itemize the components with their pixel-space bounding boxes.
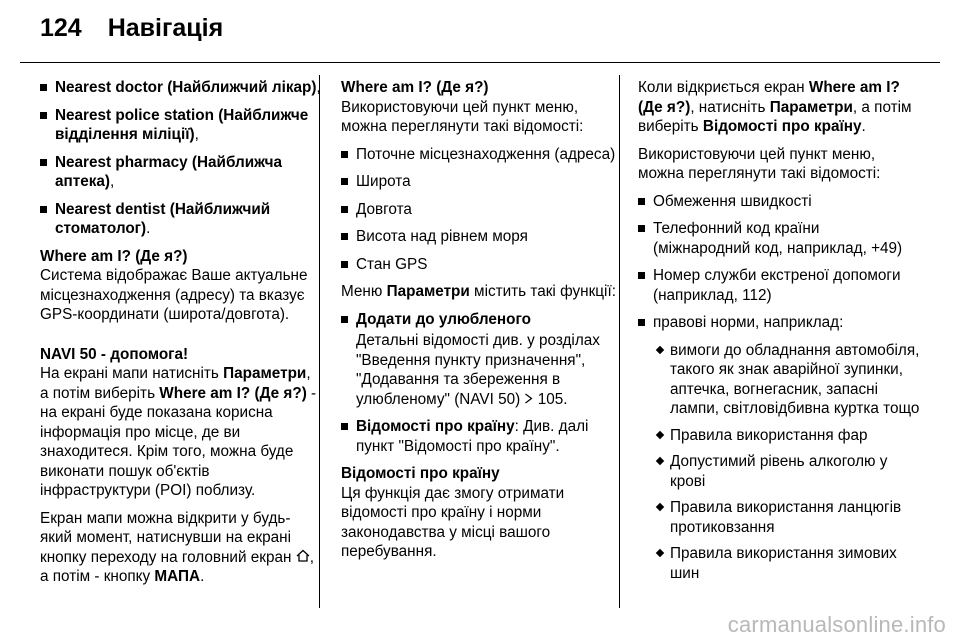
column-1 — [40, 78, 322, 595]
list-item: Поточне місцезнаходження (адреса) — [341, 145, 623, 165]
list-item: Nearest pharmacy (Найближча аптека), — [40, 153, 322, 192]
country-info-item: Відомості про країну: Див. далі пункт "Відомості про країну". — [341, 417, 623, 456]
page-ref-icon — [524, 390, 533, 410]
where-text: Система відображає Ваше актуальне місцезнаходження (адресу) та вказує GPS-координати (широта/довгота). — [40, 267, 308, 323]
home-icon — [296, 548, 310, 568]
list-item: Nearest dentist (Найближчий стоматолог). — [40, 200, 322, 239]
page-number: 124 — [40, 14, 82, 42]
navi-paragraph-1: На екрані мапи натисніть Параметри, а потім виберіть Where am I? (Де я?) - на екрані буде показана корисна інформація про місце, де ви знаходитеся. Крім того, можна буде виконати пошук об'єктів інфраструктури (POI) поблизу. — [40, 365, 317, 499]
list-item: Телефонний код країни (міжнародний код, наприклад, +49) — [638, 219, 920, 258]
watermark: carmanualsonline.info — [727, 612, 946, 637]
favourite-text: Детальні відомості див. у розділах "Введення пункту призначення", "Додавання та збереження в улюбленому" (NAVI 50) 105. — [356, 332, 600, 408]
sublist-item: Допустимий рівень алкоголю у крові — [638, 452, 920, 491]
header-rule — [20, 62, 940, 63]
sublist-item: Правила використання зимових шин — [638, 544, 920, 583]
sublist-item: вимоги до обладнання автомобіля, такого як знак аварійної зупинки, аптечка, вогнегасник, запасні лампи, світловідбивна куртка тощо — [638, 341, 920, 419]
list-item: Широта — [341, 172, 623, 192]
list-item: Nearest doctor (Найближчий лікар), — [40, 78, 322, 98]
page-header — [40, 14, 223, 54]
list-item: Nearest police station (Найближче відділення міліції), — [40, 106, 322, 145]
menu-text: Меню Параметри містить такі функції: — [341, 283, 616, 300]
list-item: Номер служби екстреної допомоги (наприклад, 112) — [638, 266, 920, 305]
where-heading: Where am I? (Де я?) — [40, 247, 188, 265]
sublist-item: Правила використання фар — [638, 426, 920, 446]
list-item: Довгота — [341, 200, 623, 220]
country-intro: Використовуючи цей пункт меню, можна переглянути такі відомості: — [638, 145, 881, 182]
navi-paragraph-2: Екран мапи можна відкрити у будь-який момент, натиснувши на екрані кнопку переходу на головний екран , а потім - кнопку МАПА. — [40, 509, 314, 585]
list-item: Стан GPS — [341, 255, 623, 275]
country-paragraph: Ця функція дає змогу отримати відомості про країну і норми законодавства у місці вашого перебування. — [341, 484, 565, 560]
sublist-item: Правила використання ланцюгів протиковзання — [638, 498, 920, 537]
list-item: правові норми, наприклад: — [638, 313, 920, 333]
list-item: Обмеження швидкості — [638, 192, 920, 212]
list-item: Висота над рівнем моря — [341, 227, 623, 247]
column-2 — [341, 78, 623, 570]
column-3 — [638, 78, 920, 590]
favourite-heading: Додати до улюбленого — [341, 310, 623, 330]
country-open-text: Коли відкриється екран Where am I? (Де я?), натисніть Параметри, а потім виберіть Відомості про країну. — [638, 79, 912, 135]
where-heading-2: Where am I? (Де я?) — [341, 79, 489, 96]
section-title: Навігація — [107, 14, 224, 42]
country-heading: Відомості про країну — [341, 465, 500, 482]
where-intro: Використовуючи цей пункт меню, можна переглянути такі відомості: — [341, 98, 584, 135]
navi-heading: NAVI 50 - допомога! — [40, 345, 189, 363]
